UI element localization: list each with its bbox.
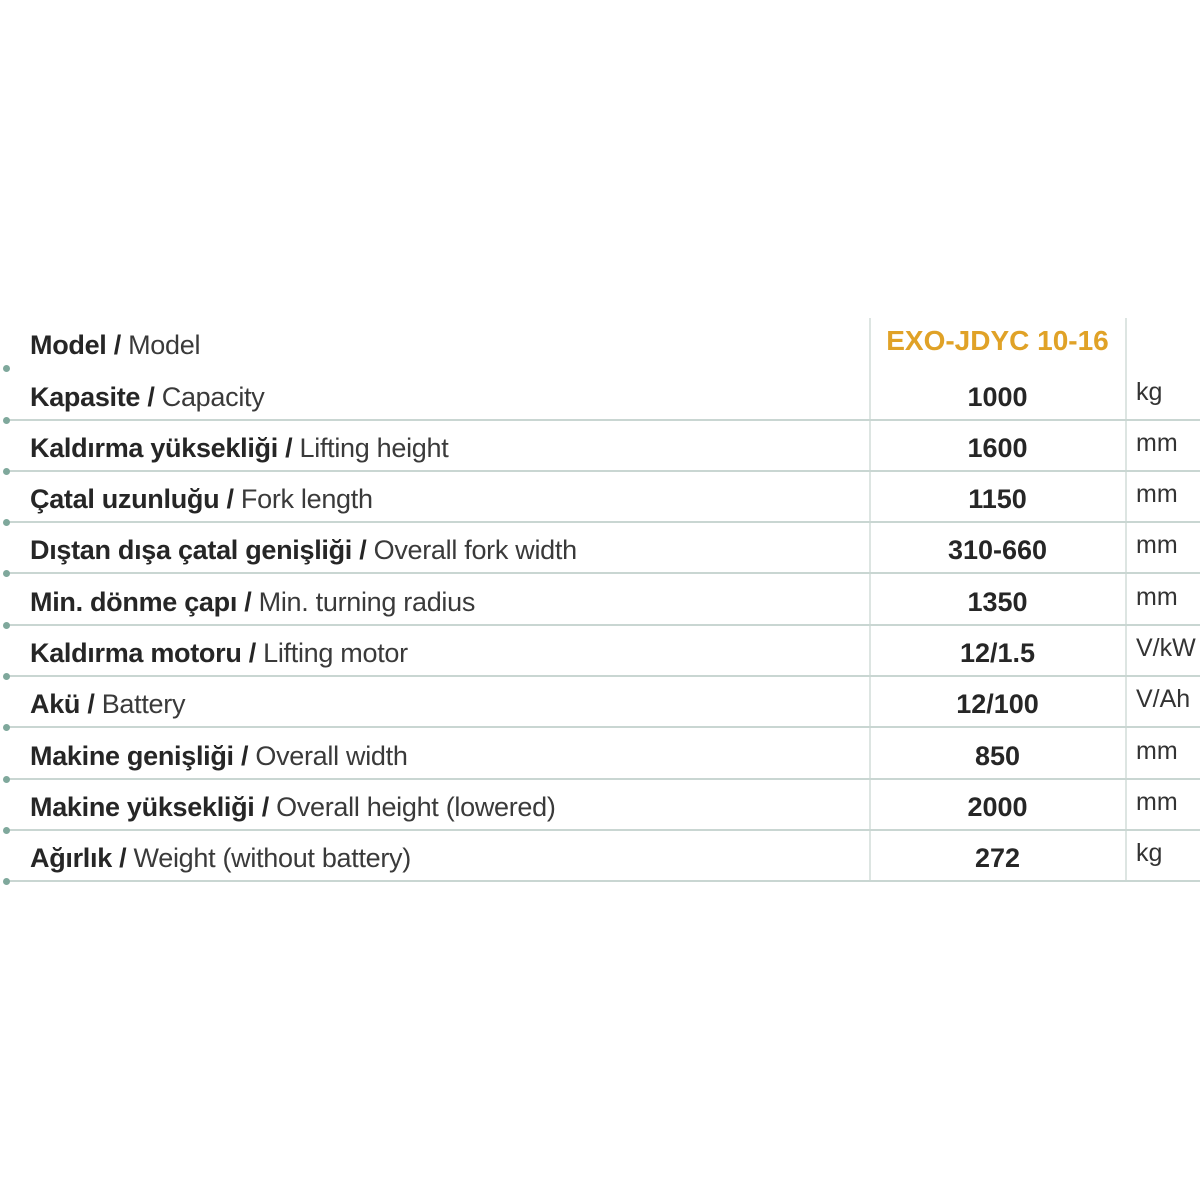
row-divider bbox=[8, 880, 1200, 882]
row-bullet-dot bbox=[3, 878, 10, 885]
row-value: 12/1.5 bbox=[959, 638, 1036, 669]
label-en: Lifting motor bbox=[263, 638, 408, 669]
row-label bbox=[30, 741, 408, 772]
label-separator: / bbox=[147, 381, 155, 412]
label-tr: Kapasite bbox=[30, 381, 141, 412]
row-label bbox=[30, 843, 411, 874]
label-separator: / bbox=[285, 432, 293, 463]
table-header-row bbox=[0, 318, 1200, 369]
row-label bbox=[30, 587, 475, 618]
row-bullet-dot bbox=[3, 365, 10, 372]
label-separator: / bbox=[244, 586, 252, 617]
row-unit: mm bbox=[1136, 480, 1178, 509]
row-label bbox=[30, 689, 185, 720]
row-value: 1600 bbox=[967, 432, 1028, 463]
table-row bbox=[0, 780, 1200, 831]
row-value: 1350 bbox=[967, 586, 1028, 617]
label-en: Weight (without battery) bbox=[133, 843, 411, 874]
table-row bbox=[0, 523, 1200, 574]
label-tr: Kaldırma yüksekliği bbox=[30, 432, 278, 463]
row-label bbox=[30, 433, 448, 464]
label-separator: / bbox=[248, 638, 256, 669]
row-label bbox=[30, 638, 408, 669]
row-unit: V/kW bbox=[1136, 634, 1196, 663]
label-en: Overall fork width bbox=[373, 535, 577, 566]
table-row bbox=[0, 472, 1200, 523]
row-value: 850 bbox=[974, 740, 1021, 771]
label-separator: / bbox=[119, 843, 127, 874]
label-tr: Makine genişliği bbox=[30, 740, 234, 771]
row-unit: kg bbox=[1136, 839, 1163, 868]
label-en: Fork length bbox=[240, 484, 373, 515]
label-en: Min. turning radius bbox=[258, 586, 476, 617]
row-unit: mm bbox=[1136, 787, 1178, 816]
row-value: 2000 bbox=[967, 791, 1028, 822]
label-separator: / bbox=[113, 330, 121, 361]
row-label bbox=[30, 535, 577, 566]
row-value: 310-660 bbox=[947, 535, 1048, 566]
label-en: Battery bbox=[101, 689, 186, 720]
label-tr: Ağırlık bbox=[30, 843, 112, 874]
row-unit: mm bbox=[1136, 428, 1178, 457]
row-unit: mm bbox=[1136, 531, 1178, 560]
label-en: Capacity bbox=[161, 381, 265, 412]
model-name: EXO-JDYC 10-16 bbox=[886, 325, 1109, 357]
header-label bbox=[30, 330, 200, 361]
label-tr: Kaldırma motoru bbox=[30, 638, 242, 669]
row-value: 1150 bbox=[968, 484, 1027, 515]
row-value: 272 bbox=[974, 843, 1021, 874]
label-tr: Makine yüksekliği bbox=[30, 791, 255, 822]
row-label bbox=[30, 484, 373, 515]
row-unit: mm bbox=[1136, 736, 1178, 765]
label-separator: / bbox=[261, 791, 269, 822]
row-value: 12/100 bbox=[956, 689, 1039, 720]
table-row bbox=[0, 626, 1200, 677]
row-unit: V/Ah bbox=[1136, 685, 1191, 714]
table-row bbox=[0, 369, 1200, 420]
row-label bbox=[30, 792, 556, 823]
label-tr: Model bbox=[30, 330, 107, 361]
row-label bbox=[30, 382, 264, 413]
label-en: Overall width bbox=[255, 740, 408, 771]
table-row bbox=[0, 728, 1200, 779]
label-tr: Akü bbox=[30, 689, 81, 720]
label-en: Overall height (lowered) bbox=[276, 791, 556, 822]
label-en: Lifting height bbox=[299, 432, 449, 463]
label-separator: / bbox=[226, 484, 234, 515]
row-unit: kg bbox=[1136, 377, 1163, 406]
label-en: Model bbox=[128, 330, 201, 361]
table-row bbox=[0, 574, 1200, 625]
label-tr: Çatal uzunluğu bbox=[30, 484, 220, 515]
row-unit: mm bbox=[1136, 582, 1178, 611]
label-separator: / bbox=[87, 689, 95, 720]
table-row bbox=[0, 831, 1200, 882]
row-value: 1000 bbox=[967, 381, 1028, 412]
label-separator: / bbox=[240, 740, 249, 771]
label-separator: / bbox=[359, 535, 367, 566]
label-tr: Dıştan dışa çatal genişliği bbox=[30, 535, 353, 566]
table-row bbox=[0, 677, 1200, 728]
label-tr: Min. dönme çapı bbox=[30, 586, 238, 617]
table-row bbox=[0, 421, 1200, 472]
spec-table bbox=[0, 318, 1200, 882]
